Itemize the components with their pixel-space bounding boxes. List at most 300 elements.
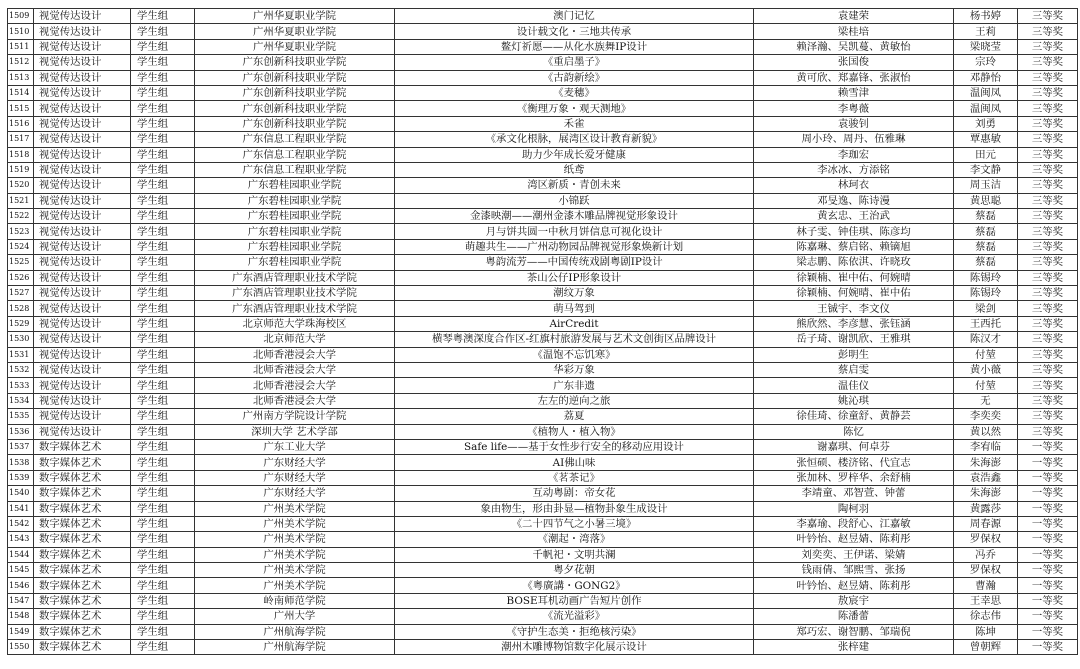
authors-cell: 叶钤怡、赵昱婧、陈莉彤 xyxy=(754,578,954,593)
group-cell: 学生组 xyxy=(131,532,195,547)
row-number: 1513 xyxy=(8,70,34,85)
advisor-cell: 冯乔 xyxy=(954,547,1018,562)
row-number: 1535 xyxy=(8,409,34,424)
category-cell: 视觉传达设计 xyxy=(34,193,131,208)
table-row xyxy=(8,609,1078,624)
award-cell: 一等奖 xyxy=(1018,609,1078,624)
school-cell: 广东碧桂园职业学院 xyxy=(195,193,395,208)
authors-cell: 陈嘉琳、蔡启铭、赖镝旭 xyxy=(754,239,954,254)
advisor-cell: 黄小薇 xyxy=(954,362,1018,377)
advisor-cell: 田元 xyxy=(954,147,1018,162)
row-number: 1509 xyxy=(8,9,34,24)
advisor-cell: 温闽凤 xyxy=(954,101,1018,116)
table-row xyxy=(8,347,1078,362)
authors-cell: 刘奕奕、王伊诺、梁婧 xyxy=(754,547,954,562)
authors-cell: 蔡启雯 xyxy=(754,362,954,377)
category-cell: 视觉传达设计 xyxy=(34,316,131,331)
advisor-cell: 陈锡玲 xyxy=(954,286,1018,301)
table-row xyxy=(8,547,1078,562)
advisor-cell: 黄露莎 xyxy=(954,501,1018,516)
group-cell: 学生组 xyxy=(131,624,195,639)
row-number: 1540 xyxy=(8,486,34,501)
school-cell: 北京师范大学 xyxy=(195,332,395,347)
work-title-cell: 萌趣共生——广州动物园品牌视觉形象焕新计划 xyxy=(395,239,754,254)
school-cell: 广东信息工程职业学院 xyxy=(195,162,395,177)
table-row xyxy=(8,101,1078,116)
work-title-cell: 《植物人・植入物》 xyxy=(395,424,754,439)
category-cell: 视觉传达设计 xyxy=(34,178,131,193)
school-cell: 广东财经大学 xyxy=(195,486,395,501)
work-title-cell: 《麦穗》 xyxy=(395,85,754,100)
group-cell: 学生组 xyxy=(131,209,195,224)
authors-cell: 温佳仪 xyxy=(754,378,954,393)
school-cell: 广州美术学院 xyxy=(195,578,395,593)
category-cell: 数字媒体艺术 xyxy=(34,609,131,624)
work-title-cell: 小锦跃 xyxy=(395,193,754,208)
authors-cell: 李靖童、邓智萱、钟蕾 xyxy=(754,486,954,501)
row-number: 1521 xyxy=(8,193,34,208)
category-cell: 视觉传达设计 xyxy=(34,362,131,377)
work-title-cell: 潮州木雕博物馆数字化展示设计 xyxy=(395,640,754,655)
authors-cell: 袁骏钊 xyxy=(754,116,954,131)
school-cell: 广州美术学院 xyxy=(195,547,395,562)
category-cell: 数字媒体艺术 xyxy=(34,640,131,655)
school-cell: 广东信息工程职业学院 xyxy=(195,147,395,162)
group-cell: 学生组 xyxy=(131,70,195,85)
row-number: 1541 xyxy=(8,501,34,516)
advisor-cell: 王莉 xyxy=(954,24,1018,39)
award-cell: 三等奖 xyxy=(1018,332,1078,347)
category-cell: 视觉传达设计 xyxy=(34,39,131,54)
advisor-cell: 陈锡玲 xyxy=(954,270,1018,285)
group-cell: 学生组 xyxy=(131,640,195,655)
row-number: 1548 xyxy=(8,609,34,624)
advisor-cell: 周春源 xyxy=(954,516,1018,531)
group-cell: 学生组 xyxy=(131,193,195,208)
advisor-cell: 曹瀚 xyxy=(954,578,1018,593)
advisor-cell: 罗保权 xyxy=(954,563,1018,578)
award-cell: 三等奖 xyxy=(1018,116,1078,131)
group-cell: 学生组 xyxy=(131,424,195,439)
table-row xyxy=(8,393,1078,408)
award-cell: 三等奖 xyxy=(1018,162,1078,177)
work-title-cell: 《潮起・湾落》 xyxy=(395,532,754,547)
category-cell: 视觉传达设计 xyxy=(34,286,131,301)
authors-cell: 敖宸宇 xyxy=(754,593,954,608)
table-row xyxy=(8,470,1078,485)
advisor-cell: 黄以然 xyxy=(954,424,1018,439)
school-cell: 广州美术学院 xyxy=(195,501,395,516)
row-number: 1516 xyxy=(8,116,34,131)
category-cell: 数字媒体艺术 xyxy=(34,532,131,547)
advisor-cell: 蔡磊 xyxy=(954,209,1018,224)
table-row xyxy=(8,563,1078,578)
school-cell: 北师香港浸会大学 xyxy=(195,393,395,408)
authors-cell: 袁建荣 xyxy=(754,9,954,24)
table-row xyxy=(8,55,1078,70)
table-row xyxy=(8,516,1078,531)
award-cell: 一等奖 xyxy=(1018,624,1078,639)
work-title-cell: 《粤廣講・GONG2》 xyxy=(395,578,754,593)
authors-cell: 邓旻逸、陈诗漫 xyxy=(754,193,954,208)
group-cell: 学生组 xyxy=(131,286,195,301)
advisor-cell: 陈坤 xyxy=(954,624,1018,639)
school-cell: 广东碧桂园职业学院 xyxy=(195,209,395,224)
work-title-cell: 金漆映潮——潮州金漆木雕品牌视觉形象设计 xyxy=(395,209,754,224)
group-cell: 学生组 xyxy=(131,224,195,239)
authors-cell: 熊欣然、李彦慧、张钰涵 xyxy=(754,316,954,331)
work-title-cell: 左左的逆向之旅 xyxy=(395,393,754,408)
table-row xyxy=(8,624,1078,639)
table-body xyxy=(8,9,1078,655)
row-number: 1520 xyxy=(8,178,34,193)
award-cell: 三等奖 xyxy=(1018,301,1078,316)
table-row xyxy=(8,455,1078,470)
award-cell: 一等奖 xyxy=(1018,578,1078,593)
advisor-cell: 曾朝辉 xyxy=(954,640,1018,655)
advisor-cell: 蔡磊 xyxy=(954,239,1018,254)
category-cell: 视觉传达设计 xyxy=(34,9,131,24)
row-number: 1531 xyxy=(8,347,34,362)
award-cell: 一等奖 xyxy=(1018,516,1078,531)
authors-cell: 钱雨倩、邹熙雪、张扬 xyxy=(754,563,954,578)
row-number: 1544 xyxy=(8,547,34,562)
group-cell: 学生组 xyxy=(131,301,195,316)
award-cell: 三等奖 xyxy=(1018,24,1078,39)
school-cell: 北京师范大学珠海校区 xyxy=(195,316,395,331)
work-title-cell: 《茗茶记》 xyxy=(395,470,754,485)
award-cell: 一等奖 xyxy=(1018,470,1078,485)
authors-cell: 岳子琦、谢凯欣、王雅琪 xyxy=(754,332,954,347)
group-cell: 学生组 xyxy=(131,39,195,54)
work-title-cell: 荔夏 xyxy=(395,409,754,424)
group-cell: 学生组 xyxy=(131,393,195,408)
advisor-cell: 王幸思 xyxy=(954,593,1018,608)
authors-cell: 郑巧宏、谢智鹏、邹瑞倪 xyxy=(754,624,954,639)
row-number: 1537 xyxy=(8,439,34,454)
advisor-cell: 付堃 xyxy=(954,378,1018,393)
award-cell: 一等奖 xyxy=(1018,547,1078,562)
work-title-cell: 《守护生态美・拒绝核污染》 xyxy=(395,624,754,639)
group-cell: 学生组 xyxy=(131,593,195,608)
award-cell: 三等奖 xyxy=(1018,255,1078,270)
row-number: 1511 xyxy=(8,39,34,54)
category-cell: 视觉传达设计 xyxy=(34,162,131,177)
advisor-cell: 朱海澎 xyxy=(954,486,1018,501)
school-cell: 广东创新科技职业学院 xyxy=(195,55,395,70)
row-number: 1510 xyxy=(8,24,34,39)
table-row xyxy=(8,70,1078,85)
award-cell: 三等奖 xyxy=(1018,193,1078,208)
work-title-cell: BOSE耳机动画广告短片创作 xyxy=(395,593,754,608)
row-number: 1546 xyxy=(8,578,34,593)
group-cell: 学生组 xyxy=(131,316,195,331)
authors-cell: 林珂衣 xyxy=(754,178,954,193)
row-number: 1534 xyxy=(8,393,34,408)
award-cell: 三等奖 xyxy=(1018,316,1078,331)
work-title-cell: 千帆祀・文明共澜 xyxy=(395,547,754,562)
category-cell: 数字媒体艺术 xyxy=(34,439,131,454)
school-cell: 广州华夏职业学院 xyxy=(195,39,395,54)
table-row xyxy=(8,578,1078,593)
advisor-cell: 梁剑 xyxy=(954,301,1018,316)
table-row xyxy=(8,409,1078,424)
table-row xyxy=(8,193,1078,208)
row-number: 1517 xyxy=(8,132,34,147)
row-number: 1514 xyxy=(8,85,34,100)
work-title-cell: 《衡理万象・观天测地》 xyxy=(395,101,754,116)
group-cell: 学生组 xyxy=(131,162,195,177)
advisor-cell: 罗保权 xyxy=(954,532,1018,547)
award-cell: 三等奖 xyxy=(1018,286,1078,301)
category-cell: 视觉传达设计 xyxy=(34,101,131,116)
row-number: 1543 xyxy=(8,532,34,547)
work-title-cell: 纸鸢 xyxy=(395,162,754,177)
authors-cell: 陈潘蕾 xyxy=(754,609,954,624)
category-cell: 视觉传达设计 xyxy=(34,85,131,100)
group-cell: 学生组 xyxy=(131,85,195,100)
row-number: 1524 xyxy=(8,239,34,254)
school-cell: 广东碧桂园职业学院 xyxy=(195,178,395,193)
row-number: 1527 xyxy=(8,286,34,301)
award-cell: 三等奖 xyxy=(1018,147,1078,162)
advisor-cell: 李宥临 xyxy=(954,439,1018,454)
work-title-cell: 《承文化根脉，展湾区设计教育新貌》 xyxy=(395,132,754,147)
work-title-cell: 月与饼共圆一中秋月饼信息可视化设计 xyxy=(395,224,754,239)
school-cell: 广州航海学院 xyxy=(195,640,395,655)
work-title-cell: 《流光溢彩》 xyxy=(395,609,754,624)
advisor-cell: 周玉洁 xyxy=(954,178,1018,193)
row-number: 1528 xyxy=(8,301,34,316)
work-title-cell: 潮纹万象 xyxy=(395,286,754,301)
row-number: 1539 xyxy=(8,470,34,485)
advisor-cell: 梁晓莹 xyxy=(954,39,1018,54)
row-number: 1536 xyxy=(8,424,34,439)
work-title-cell: 广东非遗 xyxy=(395,378,754,393)
table-row xyxy=(8,209,1078,224)
school-cell: 北师香港浸会大学 xyxy=(195,347,395,362)
table-row xyxy=(8,116,1078,131)
authors-cell: 姚沁琪 xyxy=(754,393,954,408)
advisor-cell: 邓静怡 xyxy=(954,70,1018,85)
category-cell: 视觉传达设计 xyxy=(34,24,131,39)
category-cell: 视觉传达设计 xyxy=(34,224,131,239)
school-cell: 广东碧桂园职业学院 xyxy=(195,224,395,239)
advisor-cell: 李奕奕 xyxy=(954,409,1018,424)
award-cell: 一等奖 xyxy=(1018,640,1078,655)
row-number: 1526 xyxy=(8,270,34,285)
work-title-cell: 象由物生，形由卦显—植物卦象生成设计 xyxy=(395,501,754,516)
advisor-cell: 陈汉才 xyxy=(954,332,1018,347)
award-cell: 三等奖 xyxy=(1018,55,1078,70)
row-number: 1533 xyxy=(8,378,34,393)
table-row xyxy=(8,486,1078,501)
category-cell: 视觉传达设计 xyxy=(34,147,131,162)
row-number: 1549 xyxy=(8,624,34,639)
award-cell: 三等奖 xyxy=(1018,239,1078,254)
award-cell: 三等奖 xyxy=(1018,178,1078,193)
row-number: 1523 xyxy=(8,224,34,239)
group-cell: 学生组 xyxy=(131,439,195,454)
row-number: 1518 xyxy=(8,147,34,162)
category-cell: 视觉传达设计 xyxy=(34,347,131,362)
category-cell: 视觉传达设计 xyxy=(34,332,131,347)
category-cell: 数字媒体艺术 xyxy=(34,593,131,608)
table-row xyxy=(8,286,1078,301)
award-cell: 一等奖 xyxy=(1018,439,1078,454)
category-cell: 视觉传达设计 xyxy=(34,55,131,70)
category-cell: 数字媒体艺术 xyxy=(34,455,131,470)
advisor-cell: 黄思聪 xyxy=(954,193,1018,208)
group-cell: 学生组 xyxy=(131,409,195,424)
school-cell: 广东信息工程职业学院 xyxy=(195,132,395,147)
authors-cell: 徐佳琦、徐童舒、黄静芸 xyxy=(754,409,954,424)
work-title-cell: 湾区新质・青创未来 xyxy=(395,178,754,193)
category-cell: 视觉传达设计 xyxy=(34,132,131,147)
table-row xyxy=(8,178,1078,193)
category-cell: 数字媒体艺术 xyxy=(34,486,131,501)
authors-cell: 李粤薇 xyxy=(754,101,954,116)
school-cell: 广东创新科技职业学院 xyxy=(195,70,395,85)
award-cell: 一等奖 xyxy=(1018,455,1078,470)
category-cell: 数字媒体艺术 xyxy=(34,501,131,516)
table-row xyxy=(8,362,1078,377)
group-cell: 学生组 xyxy=(131,347,195,362)
school-cell: 广东碧桂园职业学院 xyxy=(195,255,395,270)
work-title-cell: 《古韵新绘》 xyxy=(395,70,754,85)
category-cell: 视觉传达设计 xyxy=(34,393,131,408)
table-row xyxy=(8,255,1078,270)
work-title-cell: 萌马驾到 xyxy=(395,301,754,316)
advisor-cell: 杨书婷 xyxy=(954,9,1018,24)
advisor-cell: 付堃 xyxy=(954,347,1018,362)
row-number: 1530 xyxy=(8,332,34,347)
category-cell: 视觉传达设计 xyxy=(34,270,131,285)
award-cell: 三等奖 xyxy=(1018,224,1078,239)
school-cell: 广州美术学院 xyxy=(195,532,395,547)
table-row xyxy=(8,147,1078,162)
advisor-cell: 蔡磊 xyxy=(954,224,1018,239)
award-cell: 三等奖 xyxy=(1018,132,1078,147)
advisor-cell: 袁浩鑫 xyxy=(954,470,1018,485)
group-cell: 学生组 xyxy=(131,486,195,501)
row-number: 1522 xyxy=(8,209,34,224)
advisor-cell: 温闽凤 xyxy=(954,85,1018,100)
work-title-cell: AirCredit xyxy=(395,316,754,331)
table-row xyxy=(8,24,1078,39)
authors-cell: 李嘉瑜、段舒心、江嘉敏 xyxy=(754,516,954,531)
authors-cell: 张加林、罗梓华、余舒楠 xyxy=(754,470,954,485)
award-cell: 一等奖 xyxy=(1018,532,1078,547)
table-row xyxy=(8,316,1078,331)
school-cell: 深圳大学 艺术学部 xyxy=(195,424,395,439)
table-row xyxy=(8,424,1078,439)
row-number: 1542 xyxy=(8,516,34,531)
table-row xyxy=(8,640,1078,655)
school-cell: 广州美术学院 xyxy=(195,563,395,578)
category-cell: 视觉传达设计 xyxy=(34,70,131,85)
group-cell: 学生组 xyxy=(131,547,195,562)
advisor-cell: 朱海澎 xyxy=(954,455,1018,470)
category-cell: 视觉传达设计 xyxy=(34,409,131,424)
advisor-cell: 刘勇 xyxy=(954,116,1018,131)
table-row xyxy=(8,85,1078,100)
category-cell: 数字媒体艺术 xyxy=(34,624,131,639)
authors-cell: 梁志鹏、陈依淇、许晓玫 xyxy=(754,255,954,270)
authors-cell: 梁桂培 xyxy=(754,24,954,39)
school-cell: 广东创新科技职业学院 xyxy=(195,116,395,131)
award-cell: 三等奖 xyxy=(1018,85,1078,100)
category-cell: 数字媒体艺术 xyxy=(34,516,131,531)
row-number: 1547 xyxy=(8,593,34,608)
school-cell: 北师香港浸会大学 xyxy=(195,362,395,377)
authors-cell: 徐颖楠、何婉晴、崔中佑 xyxy=(754,286,954,301)
group-cell: 学生组 xyxy=(131,239,195,254)
group-cell: 学生组 xyxy=(131,501,195,516)
group-cell: 学生组 xyxy=(131,362,195,377)
authors-cell: 叶钤怡、赵昱婧、陈莉彤 xyxy=(754,532,954,547)
authors-cell: 黄玄忠、王治武 xyxy=(754,209,954,224)
group-cell: 学生组 xyxy=(131,378,195,393)
row-number: 1545 xyxy=(8,563,34,578)
authors-cell: 谢嘉琪、何卓芬 xyxy=(754,439,954,454)
school-cell: 广州航海学院 xyxy=(195,624,395,639)
row-number: 1538 xyxy=(8,455,34,470)
table-row xyxy=(8,224,1078,239)
row-number: 1512 xyxy=(8,55,34,70)
table-row xyxy=(8,532,1078,547)
category-cell: 数字媒体艺术 xyxy=(34,578,131,593)
advisor-cell: 无 xyxy=(954,393,1018,408)
group-cell: 学生组 xyxy=(131,470,195,485)
work-title-cell: 设计载文化・三地共传承 xyxy=(395,24,754,39)
authors-cell: 黄可欣、郑嘉锋、张淑怡 xyxy=(754,70,954,85)
school-cell: 北师香港浸会大学 xyxy=(195,378,395,393)
group-cell: 学生组 xyxy=(131,24,195,39)
work-title-cell: Safe life——基于女性步行安全的移动应用设计 xyxy=(395,439,754,454)
work-title-cell: 助力少年成长爱牙健康 xyxy=(395,147,754,162)
category-cell: 视觉传达设计 xyxy=(34,424,131,439)
group-cell: 学生组 xyxy=(131,255,195,270)
table-row xyxy=(8,270,1078,285)
school-cell: 岭南师范学院 xyxy=(195,593,395,608)
table-row xyxy=(8,132,1078,147)
category-cell: 数字媒体艺术 xyxy=(34,563,131,578)
group-cell: 学生组 xyxy=(131,563,195,578)
school-cell: 广东酒店管理职业技术学院 xyxy=(195,270,395,285)
school-cell: 广州华夏职业学院 xyxy=(195,9,395,24)
school-cell: 广东酒店管理职业技术学院 xyxy=(195,286,395,301)
school-cell: 广东创新科技职业学院 xyxy=(195,101,395,116)
table-row xyxy=(8,439,1078,454)
group-cell: 学生组 xyxy=(131,332,195,347)
category-cell: 视觉传达设计 xyxy=(34,378,131,393)
school-cell: 广东工业大学 xyxy=(195,439,395,454)
authors-cell: 李冰冰、方添铭 xyxy=(754,162,954,177)
row-number: 1532 xyxy=(8,362,34,377)
table-row xyxy=(8,9,1078,24)
work-title-cell: 华彩万象 xyxy=(395,362,754,377)
school-cell: 广东财经大学 xyxy=(195,455,395,470)
work-title-cell: 茶山公仔IP形象设计 xyxy=(395,270,754,285)
award-cell: 一等奖 xyxy=(1018,501,1078,516)
school-cell: 广州美术学院 xyxy=(195,516,395,531)
group-cell: 学生组 xyxy=(131,132,195,147)
authors-cell: 张恒硕、楼济铭、代宜志 xyxy=(754,455,954,470)
award-cell: 三等奖 xyxy=(1018,393,1078,408)
award-cell: 三等奖 xyxy=(1018,70,1078,85)
authors-cell: 周小玲、周丹、伍雅琳 xyxy=(754,132,954,147)
